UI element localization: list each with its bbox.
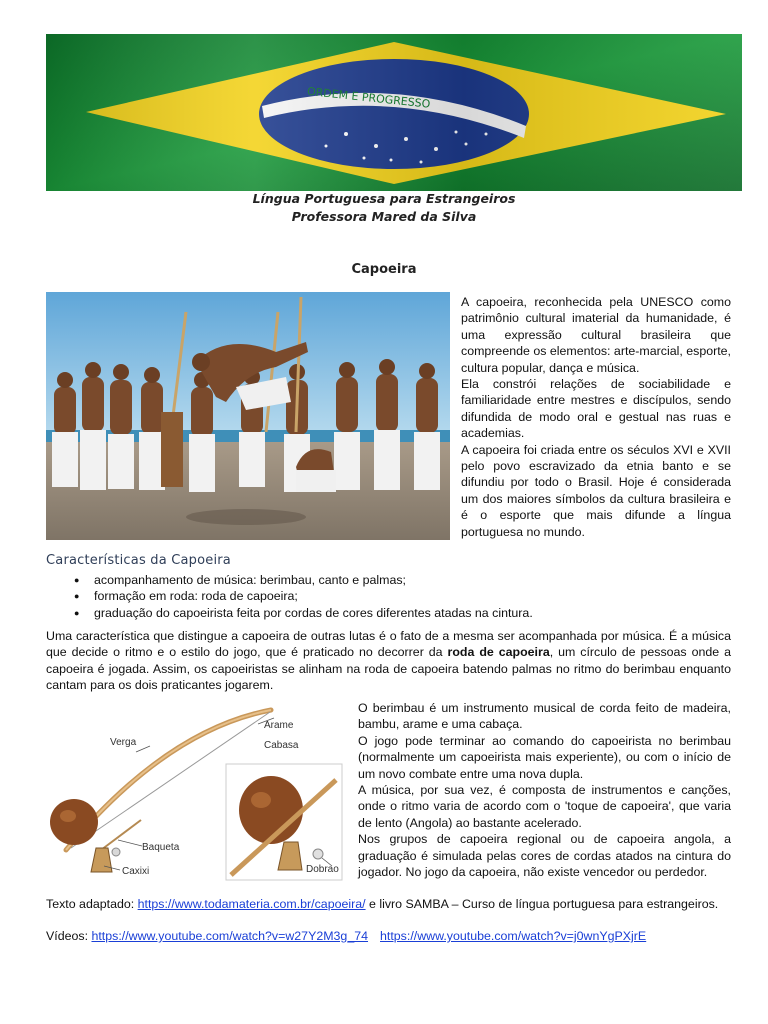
source-line	[46, 897, 718, 911]
intro-paragraph: A capoeira, reconhecida pela UNESCO como patrimônio cultural imaterial da humanidade, é uma expressão cultural brasileira que compreende os elementos: arte-marcial, esporte, cultura popular, dança e música.	[461, 295, 731, 375]
music-paragraph: O jogo pode terminar ao comando do capoeirista no berimbau (normalmente um capoeirista mais experiente), ou com o início de um novo combate entre uma nova dupla.	[358, 733, 731, 781]
berimbau-illustration	[46, 700, 346, 884]
teacher-name: Professora Mared da Silva	[291, 209, 477, 224]
list-item: ● formação em roda: roda de capoeira;	[74, 588, 533, 604]
characteristics-list	[74, 572, 533, 621]
music-paragraph: O berimbau é um instrumento musical de corda feito de madeira, bambu, arame e uma cabaça.	[358, 701, 731, 732]
distinction-text-before: Uma característica que distingue a capoeira de outras lutas é o fato de a mesma ser acompanhada por música. É a música que decide o ritmo e o estilo do jogo, que é praticado no decorrer da	[46, 629, 731, 660]
label-verga: Verga	[110, 737, 137, 748]
label-baqueta: Baqueta	[142, 842, 180, 853]
capoeira-photo	[46, 292, 450, 540]
intro-paragraph: Ela constrói relações de sociabilidade e familiaridade entre mestres e discípulos, sendo difundida de modo oral e gestual nas ruas e academias.	[461, 377, 731, 441]
distinction-bold: roda de capoeira	[447, 645, 550, 660]
course-title: Língua Portuguesa para Estrangeiros	[252, 191, 516, 206]
distinction-text-after: , um círculo de pessoas onde a capoeira é jogada. Assim, os capoeiristas se alinham na roda de capoeira batendo palmas no ritmo do berimbau enquanto cantam para os dois praticantes jogarem.	[46, 645, 731, 693]
brazil-flag-banner	[46, 34, 742, 191]
label-dobrao: Dobrao	[306, 864, 339, 875]
intro-text	[461, 294, 731, 540]
label-cabasa: Cabasa	[264, 740, 299, 751]
videos-label: Vídeos:	[46, 929, 92, 943]
videos-line	[46, 929, 646, 943]
list-item: ● acompanhamento de música: berimbau, canto e palmas;	[74, 572, 533, 588]
distinction-paragraph	[46, 628, 731, 694]
page-title: Capoeira	[351, 262, 417, 277]
video-link-2[interactable]: https://www.youtube.com/watch?v=j0wnYgPXjrE	[380, 929, 647, 943]
label-arame: Arame	[264, 720, 294, 731]
music-paragraph: Nos grupos de capoeira regional ou de capoeira angola, a graduação é simulada pelas cores de cordas atados na cintura do jogador. No jogo da capoeira, não existe vencedor ou perdedor.	[358, 832, 731, 880]
label-caxixi: Caxixi	[122, 866, 150, 877]
source-rest: e livro SAMBA – Curso de língua portuguesa para estrangeiros.	[365, 897, 719, 911]
characteristics-heading: Características da Capoeira	[46, 553, 231, 568]
source-link[interactable]: https://www.todamateria.com.br/capoeira/	[137, 897, 366, 911]
video-link-1[interactable]: https://www.youtube.com/watch?v=w27Y2M3g_74	[91, 929, 369, 943]
music-paragraph: A música, por sua vez, é composta de instrumentos e canções, onde o ritmo varia de acordo com o 'toque de capoeira', que varia de lento (Angola) ao bastante acelerado.	[358, 783, 731, 830]
list-item: ● graduação do capoeirista feita por cordas de cores diferentes atadas na cintura.	[74, 605, 533, 621]
music-text	[358, 700, 731, 880]
source-label: Texto adaptado:	[46, 897, 138, 911]
intro-paragraph: A capoeira foi criada entre os séculos XVI e XVII pelo povo escravizado da etnia banto e se difundiu por todo o Brasil. Hoje é considerada um dos maiores símbolos da cultura brasileira e é o esporte que mais difunde a língua portuguesa no mundo.	[461, 442, 731, 539]
